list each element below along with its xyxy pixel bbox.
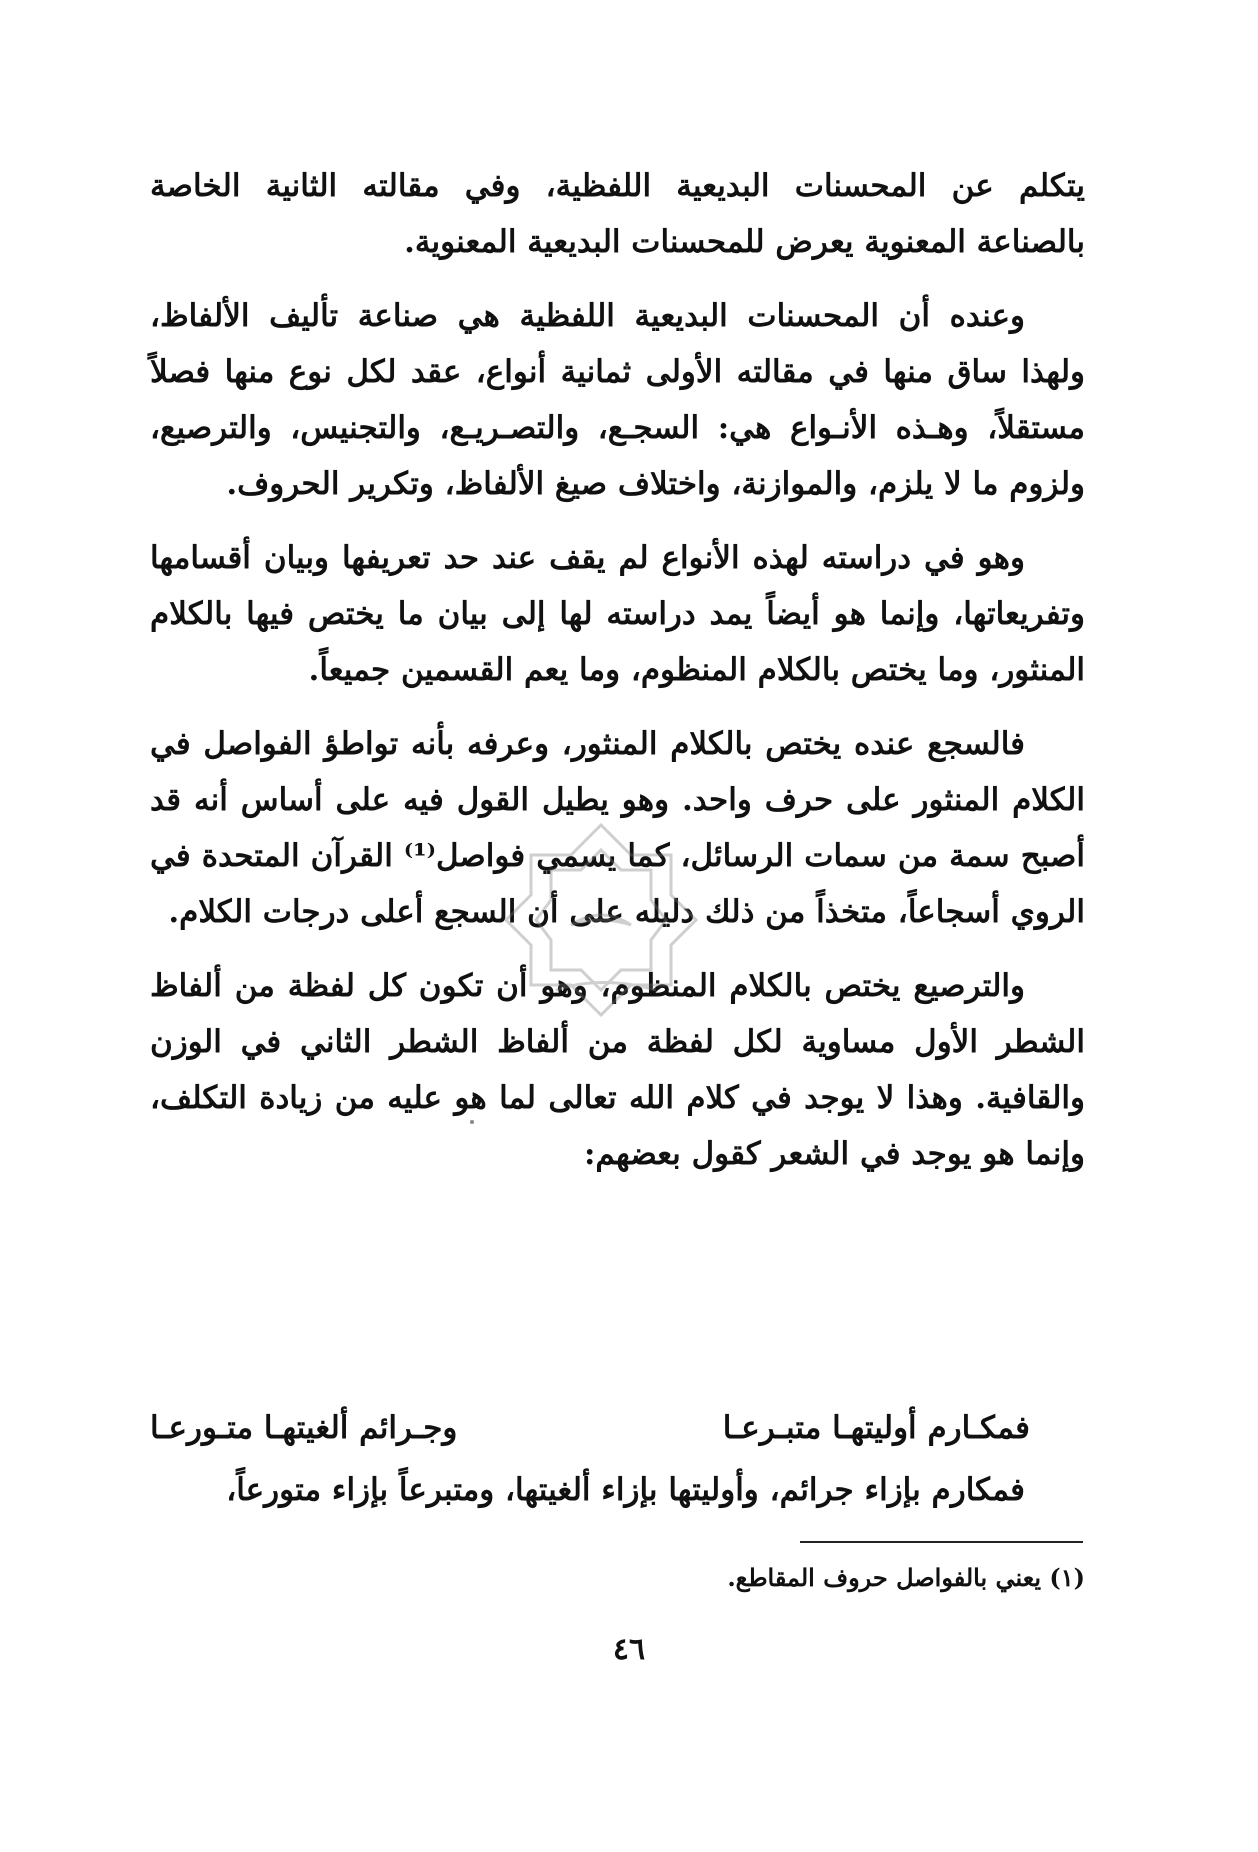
library-stamp-watermark [496, 815, 706, 1025]
footnote: (١) يعني بالفواصل حروف المقاطع. [727, 1563, 1085, 1592]
paragraph-1: يتكلم عن المحسنات البديعية اللفظية، وفي مقالته الثانية الخاصة بالصناعة المعنوية يعرض للمحسنات البديعية المعنوية. [150, 168, 1085, 260]
verse-explanation: فمكارم بإزاء جرائم، وأوليتها بإزاء ألغيتها، ومتبرعاً بإزاء متورعاً، [226, 1472, 1025, 1508]
scan-speck [470, 1120, 474, 1124]
poem-verse [150, 1400, 1030, 1456]
paragraph-2: وعنده أن المحسنات البديعية اللفظية هي صناعة تأليف الألفاظ، ولهذا ساق منها في مقالته الأولى ثمانية أنواع، عقد لكل نوع منها فصلاً مستقلاً، وهـذه الأنـواع هي: السجـع، والتصـريـع، والتجنيس، والترصيع، ولزوم ما لا يلزم، والموازنة، واختلاف صيغ الألفاظ، وتكرير الحروف. [150, 298, 1085, 502]
page-number: ٤٦ [612, 1632, 646, 1667]
verse-second-hemistich: وجـرائم ألغيتهـا متـورعـا [150, 1410, 458, 1446]
paragraph-3: وهو في دراسته لهذه الأنواع لم يقف عند حد تعريفها وبيان أقسامها وتفريعاتها، وإنما هو أيضاً يمد دراسته لها إلى بيان ما يختص فيها بالكلام المنثور، وما يختص بالكلام المنظوم، وما يعم القسمين جميعاً. [150, 540, 1085, 688]
main-text [150, 158, 1085, 1182]
footnote-divider [800, 1541, 1083, 1543]
paragraph-5: والترصيع يختص بالكلام المنظوم، وهو أن تكون كل لفظة من ألفاظ الشطر الأول مساوية لكل لفظة من ألفاظ الشطر الثاني في الوزن والقافية. وهذا لا يوجد في كلام الله تعالى لما هو عليه من زيادة التكلف، وإنما هو يوجد في الشعر كقول بعضهم: [150, 968, 1085, 1172]
verse-first-hemistich: فمكـارم أوليتهـا متبـرعـا [722, 1410, 1030, 1446]
paragraph-4: فالسجع عنده يختص بالكلام المنثور، وعرفه بأنه تواطؤ الفواصل في الكلام المنثور على حرف واحد. وهو يطيل القول فيه على أساس أنه قد أصبح سمة من سمات الرسائل، كما يسمي فواصل⁽¹⁾ القرآن المتحدة في الروي أسجاعاً، متخذاً من ذلك دليله على أن السجع أعلى درجات الكلام. [150, 726, 1085, 930]
